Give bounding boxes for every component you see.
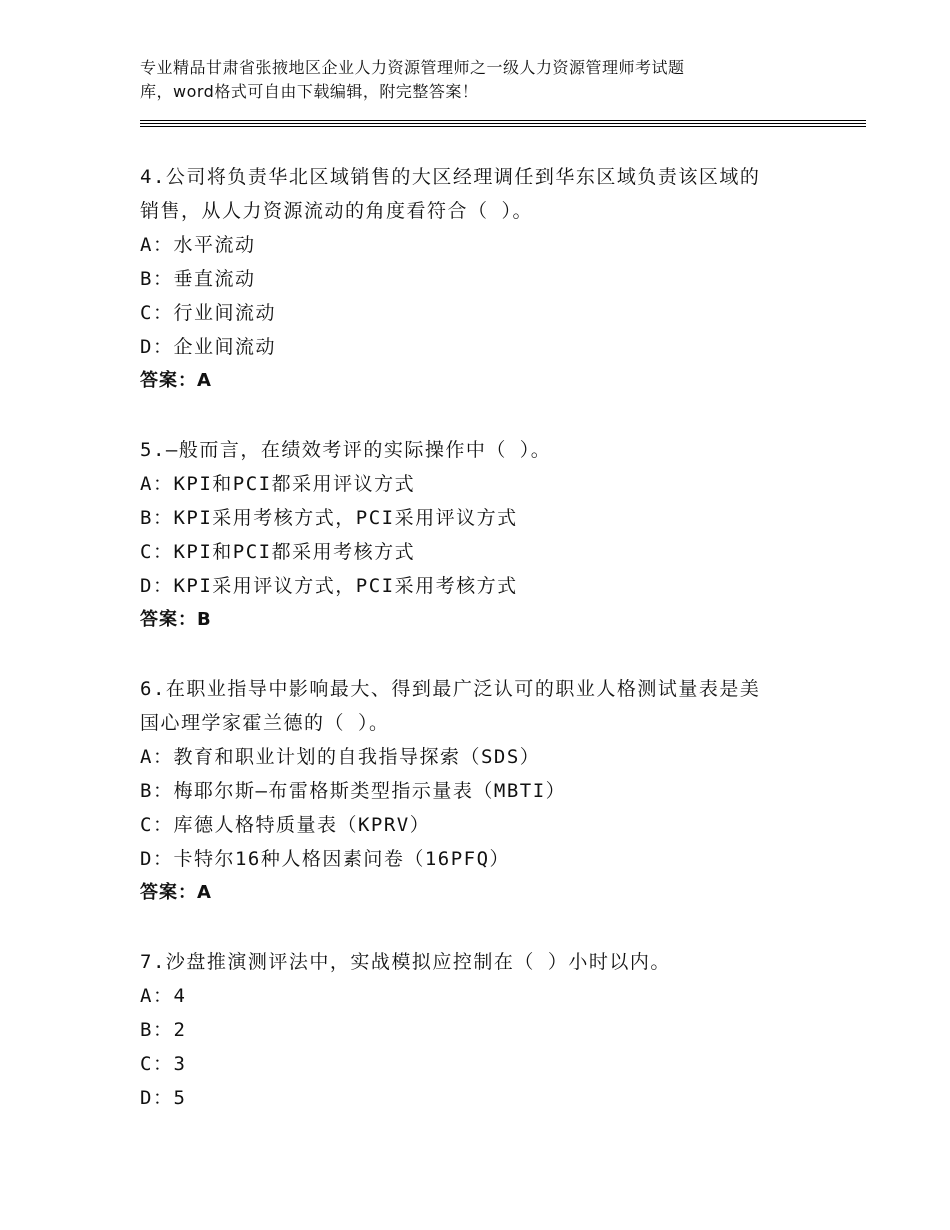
answer-label: 答案：B	[140, 609, 212, 630]
option-text: 2	[173, 1019, 187, 1041]
question-5	[140, 433, 820, 637]
header-line-1: 专业精品甘肃省张掖地区企业人力资源管理师之一级人力资源管理师考试题	[140, 58, 685, 77]
option-text: 3	[173, 1053, 187, 1075]
header-rule-top	[140, 120, 866, 121]
option-letter: B：	[140, 1019, 174, 1041]
option-letter: D：	[140, 848, 174, 870]
option-d	[140, 1081, 820, 1115]
option-a	[140, 228, 820, 262]
option-text: KPI和PCI都采用考核方式	[173, 541, 416, 563]
option-a	[140, 740, 820, 774]
question-stem-line-2: 销售，从人力资源流动的角度看符合（ ）。	[140, 200, 533, 222]
option-b	[140, 774, 820, 808]
option-d	[140, 330, 820, 364]
question-stem-line-1: 6.在职业指导中影响最大、得到最广泛认可的职业人格测试量表是美	[140, 678, 761, 700]
option-letter: A：	[140, 985, 174, 1007]
option-letter: C：	[140, 302, 174, 324]
option-text: KPI和PCI都采用评议方式	[173, 473, 416, 495]
option-letter: C：	[140, 1053, 174, 1075]
option-a	[140, 467, 820, 501]
option-letter: D：	[140, 336, 174, 358]
header-rule-middle	[140, 123, 866, 124]
option-text: 企业间流动	[173, 336, 276, 358]
option-d	[140, 569, 820, 603]
option-text: 库德人格特质量表（KPRV）	[173, 814, 431, 836]
option-text: 5	[173, 1087, 187, 1109]
option-letter: B：	[140, 780, 174, 802]
header-line-2: 库，word格式可自由下载编辑，附完整答案！	[140, 82, 479, 101]
option-letter: C：	[140, 541, 174, 563]
question-stem-line-1: 7.沙盘推演测评法中，实战模拟应控制在（ ）小时以内。	[140, 951, 671, 973]
option-letter: D：	[140, 1087, 174, 1109]
option-letter: D：	[140, 575, 174, 597]
answer-label: 答案：A	[140, 370, 212, 391]
answer-label: 答案：A	[140, 882, 212, 903]
option-text: 4	[173, 985, 187, 1007]
option-text: 行业间流动	[173, 302, 276, 324]
question-4	[140, 160, 820, 398]
option-c	[140, 535, 820, 569]
option-b	[140, 262, 820, 296]
option-letter: C：	[140, 814, 174, 836]
option-text: 梅耶尔斯—布雷格斯类型指示量表（MBTI）	[173, 780, 567, 802]
option-c	[140, 808, 820, 842]
option-letter: B：	[140, 507, 174, 529]
option-text: 教育和职业计划的自我指导探索（SDS）	[173, 746, 541, 768]
option-letter: A：	[140, 746, 174, 768]
option-letter: A：	[140, 473, 174, 495]
option-text: KPI采用评议方式，PCI采用考核方式	[173, 575, 518, 597]
option-text: 水平流动	[173, 234, 256, 256]
option-a	[140, 979, 820, 1013]
option-c	[140, 1047, 820, 1081]
option-c	[140, 296, 820, 330]
option-d	[140, 842, 820, 876]
option-text: 垂直流动	[173, 268, 256, 290]
question-7	[140, 945, 820, 1115]
option-letter: B：	[140, 268, 174, 290]
option-letter: A：	[140, 234, 174, 256]
document-header	[140, 56, 840, 104]
question-6	[140, 672, 820, 910]
option-text: KPI采用考核方式，PCI采用评议方式	[173, 507, 518, 529]
question-stem-line-1: 4.公司将负责华北区域销售的大区经理调任到华东区域负责该区域的	[140, 166, 761, 188]
option-b	[140, 1013, 820, 1047]
option-text: 卡特尔16种人格因素问卷（16PFQ）	[173, 848, 511, 870]
question-stem-line-2: 国心理学家霍兰德的（ ）。	[140, 712, 390, 734]
question-stem-line-1: 5.—般而言，在绩效考评的实际操作中（ ）。	[140, 439, 552, 461]
header-rule-bottom	[140, 126, 866, 127]
option-b	[140, 501, 820, 535]
